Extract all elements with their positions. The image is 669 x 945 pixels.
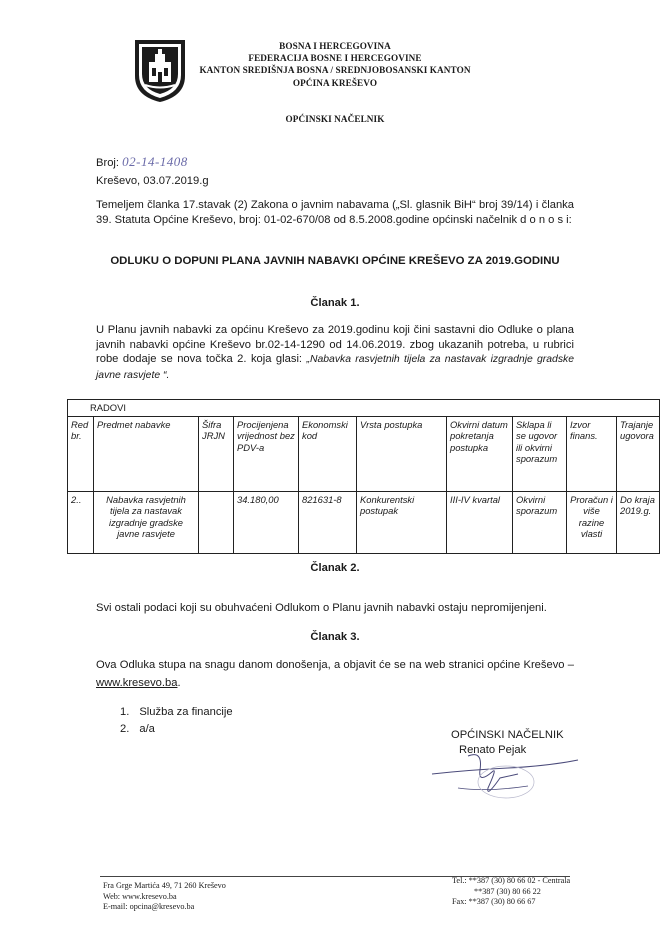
list-item [120,722,233,737]
signature-title: OPĆINSKI NAČELNIK [451,729,564,741]
footer-web: Web: www.kresevo.ba [103,891,177,901]
website-link[interactable]: www.kresevo.ba [96,677,178,689]
place-date: Kreševo, 03.07.2019.g [96,175,209,187]
article1-quote: „Nabavka rasvjetnih tijela za nastavak izgradnje gradske javne rasvjete “. [96,354,574,381]
article3-heading: Članak 3. [310,631,360,643]
table-header-cell: Vrsta postupka [357,416,447,491]
table-header-cell: Ekonomski kod [299,416,357,491]
header-canton: KANTON SREDIŠNJA BOSNA / SREDNJOBOSANSKI KANTON [199,65,471,75]
header-federation: FEDERACIJA BOSNE I HERCEGOVINE [248,53,422,63]
table-cell: Do kraja 2019.g. [617,491,660,553]
procurement-table [67,399,660,554]
reference-number [96,155,188,171]
preamble: Temeljem članka 17.stavak (2) Zakona o javnim nabavama („Sl. glasnik BiH“ broj 39/14) i članka 39. Statuta Općine Kreševo, broj: 01-02-670/08 od 8.5.2008.godine općinski načelnik d o n o s i: [96,199,574,226]
table-cell: 34.180,00 [234,491,299,553]
article1-main: U Planu javnih nabavki za općinu Kreševo za 2019.godinu koji čini sastavni dio Odluke o plana javnih nabavki općine Kreševo br.02-14-1290 od 14.06.2019. zbog ukazanih potreba, u rubrici robe dodaje se nova točka 2. koja glasi: [96,324,574,365]
table-header-cell: Izvor finans. [567,416,617,491]
table-header-row [68,416,660,491]
article2-heading: Članak 2. [310,562,360,574]
footer-address-block [103,881,226,913]
reference-label: Broj: [96,157,120,169]
table-header-cell: Sklapa li se ugovor ili okvirni sporazum [513,416,567,491]
table-header-cell: Trajanje ugovora [617,416,660,491]
signature-name: Renato Pejak [459,744,527,756]
header-country: BOSNA I HERCEGOVINA [279,41,391,51]
footer-tel-central: Tel.: **387 (30) 80 66 02 - Centrala [452,876,571,885]
article2-text: Svi ostali podaci koji su obuhvaćeni Odlukom o Planu javnih nabavki ostaju nepromijenjeni. [96,602,547,614]
table-cell [199,491,234,553]
article1-heading: Članak 1. [310,297,360,309]
header-office: OPĆINSKI NAČELNIK [285,114,385,124]
footer-fax: Fax: **387 (30) 80 66 67 [452,897,536,906]
table-cell: Okvirni sporazum [513,491,567,553]
article1-text [96,323,574,383]
distribution-list [120,705,233,736]
list-item-text: a/a [139,722,155,735]
table-row [68,491,660,553]
article3-text: Ova Odluka stupa na snagu danom donošenja, a objavit će se na web stranici općine Kreševo – [96,659,574,671]
list-item-number: 2. [120,722,130,735]
municipal-crest-logo [133,38,187,104]
list-item-number: 1. [120,706,130,718]
reference-handwritten: 02-14-1408 [122,154,188,169]
table-cell: 2.. [68,491,94,553]
footer-tel-second: **387 (30) 80 66 22 [474,886,541,896]
table-header-cell: Šifra JRJN [199,416,234,491]
article3-link-line [96,676,181,691]
footer-address: Fra Grge Martića 49, 71 260 Kreševo [103,881,226,890]
footer-email: E-mail: opcina@kresevo.ba [103,902,195,911]
table-header-cell: Okvirni datum pokretanja postupka [447,416,513,491]
table-cell: Proračun i više razine vlasti [567,491,617,553]
list-item [120,705,233,720]
handwritten-signature [428,748,588,808]
footer-contact-block [452,876,592,908]
header-municipality: OPĆINA KREŠEVO [292,78,378,88]
table-header-cell: Red br. [68,416,94,491]
table-header-cell: Procijenjena vrijednost bez PDV-a [234,416,299,491]
table-cell: III-IV kvartal [447,491,513,553]
article3-link-tail: . [177,677,181,689]
table-header-cell: Predmet nabavke [94,416,199,491]
table-cell: 821631-8 [299,491,357,553]
table-cell: Konkurentski postupak [357,491,447,553]
table-cell: Nabavka rasvjetnih tijela za nastavak izgradnje gradske javne rasvjete [94,491,199,553]
document-title: ODLUKU O DOPUNI PLANA JAVNIH NABAVKI OPĆINE KREŠEVO ZA 2019.GODINU [110,255,560,267]
table-section-title: RADOVI [68,400,660,417]
list-item-text: Služba za financije [139,706,233,718]
